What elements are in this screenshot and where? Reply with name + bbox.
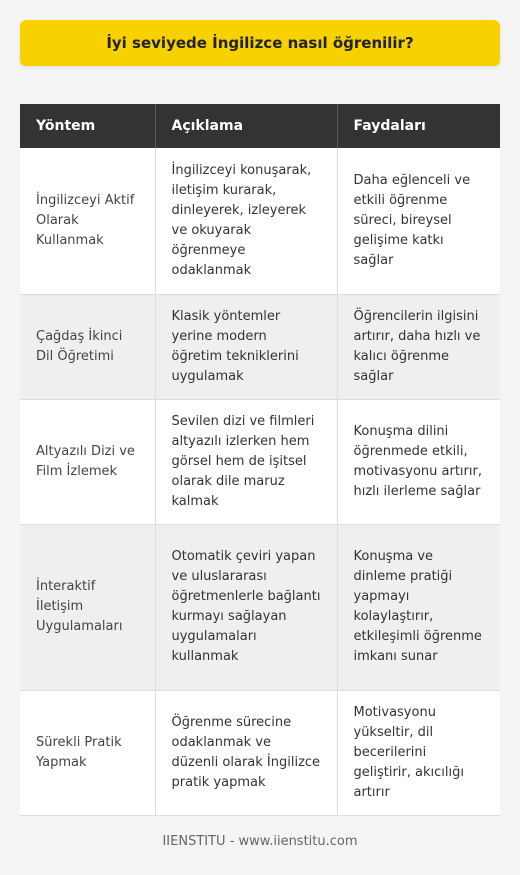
description-cell: Otomatik çeviri yapan ve uluslararası öğretmenlerle bağlantı kurmayı sağlayan uygulamaları kullanmak: [155, 524, 337, 690]
description-cell: İngilizceyi konuşarak, iletişim kurarak, dinleyerek, izleyerek ve okuyarak öğrenmeye odaklanmak: [155, 148, 337, 294]
method-cell: İngilizceyi Aktif Olarak Kullanmak: [20, 148, 155, 294]
header-method: Yöntem: [20, 104, 155, 148]
header-benefits: Faydaları: [337, 104, 500, 148]
description-cell: Sevilen dizi ve filmleri altyazılı izlerken hem görsel hem de işitsel olarak dile maruz kalmak: [155, 399, 337, 524]
benefits-cell: Daha eğlenceli ve etkili öğrenme süreci, bireysel gelişime katkı sağlar: [337, 148, 500, 294]
table-row: [20, 690, 500, 815]
description-cell: Klasik yöntemler yerine modern öğretim tekniklerini uygulamak: [155, 294, 337, 399]
method-cell: İnteraktif İletişim Uygulamaları: [20, 524, 155, 690]
table-row: [20, 294, 500, 399]
header-description: Açıklama: [155, 104, 337, 148]
method-cell: Altyazılı Dizi ve Film İzlemek: [20, 399, 155, 524]
benefits-cell: Motivasyonu yükseltir, dil becerilerini geliştirir, akıcılığı artırır: [337, 690, 500, 815]
table-row: [20, 524, 500, 690]
table-row: [20, 148, 500, 294]
description-cell: Öğrenme sürecine odaklanmak ve düzenli olarak İngilizce pratik yapmak: [155, 690, 337, 815]
footer-credit: IIENSTITU - www.iienstitu.com: [162, 834, 358, 849]
methods-table: [20, 104, 500, 816]
benefits-cell: Konuşma ve dinleme pratiği yapmayı kolaylaştırır, etkileşimli öğrenme imkanı sunar: [337, 524, 500, 690]
method-cell: Sürekli Pratik Yapmak: [20, 690, 155, 815]
method-cell: Çağdaş İkinci Dil Öğretimi: [20, 294, 155, 399]
benefits-cell: Öğrencilerin ilgisini artırır, daha hızlı ve kalıcı öğrenme sağlar: [337, 294, 500, 399]
table-row: [20, 399, 500, 524]
page-title: İyi seviyede İngilizce nasıl öğrenilir?: [106, 34, 414, 52]
title-banner: [20, 20, 500, 66]
benefits-cell: Konuşma dilini öğrenmede etkili, motivasyonu artırır, hızlı ilerleme sağlar: [337, 399, 500, 524]
table-header-row: [20, 104, 500, 148]
